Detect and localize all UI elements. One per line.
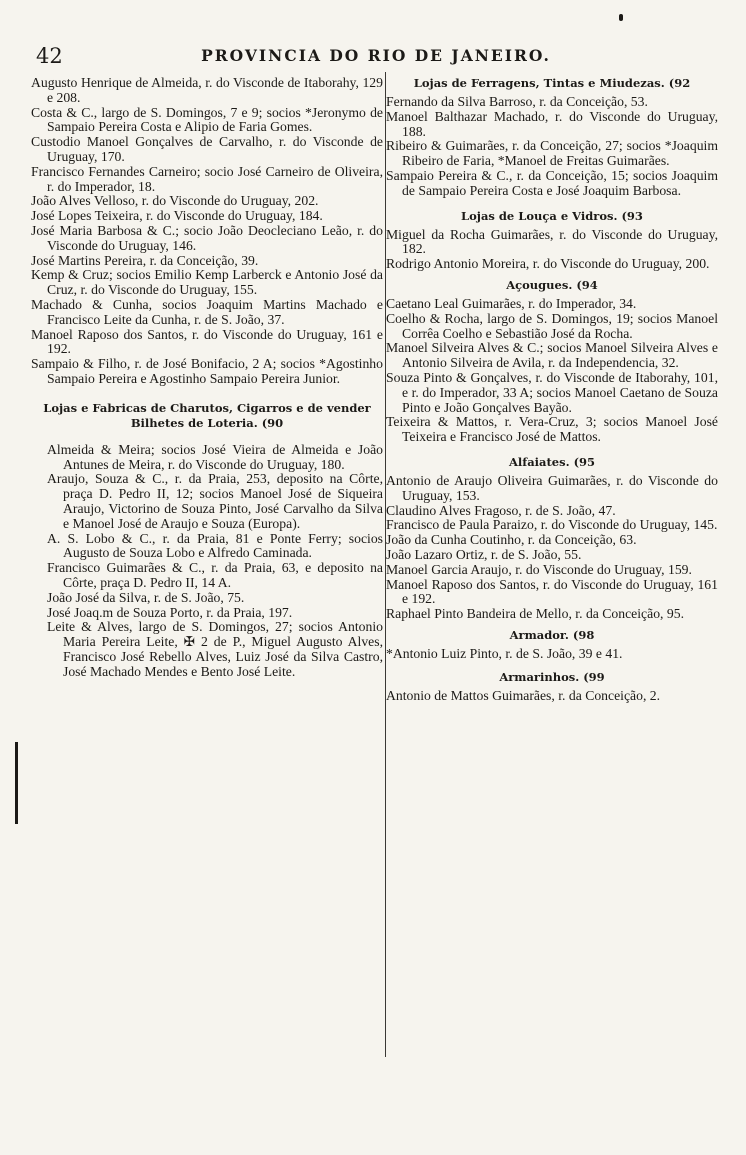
directory-entry: Caetano Leal Guimarães, r. do Imperador, 34. [386, 295, 637, 311]
directory-entry: Custodio Manoel Gonçalves de Carvalho, r. do Visconde de Uruguay, 170. [31, 134, 383, 164]
entry-list [31, 76, 383, 387]
directory-entry: Francisco Guimarães & C., r. da Praia, 63, e deposito na Côrte, praça D. Pedro II, 14 A. [47, 560, 383, 590]
section-heading: Armador. (98 [509, 627, 595, 642]
directory-entry: Antonio de Araujo Oliveira Guimarães, r. do Visconde do Uruguay, 153. [386, 472, 718, 503]
directory-entry: José Lopes Teixeira, r. do Visconde do Uruguay, 184. [31, 208, 323, 224]
directory-entry: Coelho & Rocha, largo de S. Domingos, 19; socios Manoel Corrêa Coelho e Sebastião José da Rocha. [386, 310, 718, 341]
section-heading: Lojas e Fabricas de Charutos, Cigarros e de vender Bilhetes de Loteria. (90 [43, 400, 371, 430]
directory-entry: Francisco de Paula Paraizo, r. do Visconde do Uruguay, 145. [386, 517, 718, 533]
section-heading: Armarinhos. (99 [499, 669, 605, 684]
directory-entry: Claudino Alves Fragoso, r. de S. João, 47. [386, 502, 616, 518]
entry-list [386, 95, 718, 199]
directory-entry: Augusto Henrique de Almeida, r. do Visconde de Itaborahy, 129 e 208. [31, 75, 383, 105]
section-heading: Açougues. (94 [506, 277, 598, 292]
entry-list [31, 443, 383, 680]
left-column [31, 76, 383, 679]
directory-entry: Miguel da Rocha Guimarães, r. do Visconde do Uruguay, 182. [386, 226, 718, 257]
directory-entry: *Antonio Luiz Pinto, r. de S. João, 39 e 41. [386, 645, 623, 661]
directory-entry: Sampaio & Filho, r. de José Bonifacio, 2 A; socios *Agostinho Sampaio Pereira e Agostinho Sampaio Pereira Junior. [31, 356, 383, 386]
page-title: PROVINCIA DO RIO DE JANEIRO. [201, 46, 551, 65]
running-header [36, 44, 716, 70]
directory-entry: João da Cunha Coutinho, r. da Conceição, 63. [386, 532, 637, 548]
section-heading: Alfaiates. (95 [508, 454, 596, 469]
page-number: 42 [36, 44, 63, 68]
directory-entry: José Joaq.m de Souza Porto, r. da Praia, 197. [47, 604, 293, 620]
directory-entry: Souza Pinto & Gonçalves, r. do Visconde de Itaborahy, 101, e r. do Imperador, 33 A; socios Manoel Caetano de Souza Pinto e João Gonçalves Bayão. [386, 369, 718, 415]
right-column [386, 76, 718, 704]
directory-entry: Raphael Pinto Bandeira de Mello, r. da Conceição, 95. [386, 606, 685, 622]
section-heading: Lojas de Louça e Vidros. (93 [461, 208, 643, 223]
directory-entry: José Maria Barbosa & C.; socio João Deocleciano Leão, r. do Visconde do Uruguay, 146. [31, 222, 383, 253]
directory-entry: Teixeira & Mattos, r. Vera-Cruz, 3; socios Manoel José Teixeira e Francisco José de Mattos. [386, 414, 718, 445]
directory-entry: Manoel Silveira Alves & C.; socios Manoel Silveira Alves e Antonio Silveira de Avila, r. da Independencia, 32. [386, 340, 718, 371]
directory-entry: Manoel Raposo dos Santos, r. do Visconde do Uruguay, 161 e 192. [31, 326, 383, 357]
directory-entry: João Alves Velloso, r. do Visconde do Uruguay, 202. [31, 193, 319, 209]
directory-entry: Francisco Fernandes Carneiro; socio José Carneiro de Oliveira, r. do Imperador, 18. [31, 163, 383, 194]
directory-entry: Leite & Alves, largo de S. Domingos, 27; socios Antonio Maria Pereira Leite, ✠ 2 de P., Miguel Augusto Alves, Francisco José Rebello Alves, Luiz José da Silva Castro, José Machado Mendes e Bento José Leite. [47, 619, 383, 679]
directory-entry: Sampaio Pereira & C., r. da Conceição, 15; socios Joaquim de Sampaio Pereira Costa e José Joaquim Barbosa. [386, 167, 718, 198]
directory-entry: Araujo, Souza & C., r. da Praia, 253, deposito na Côrte, praça D. Pedro II, 12; socios Manoel José de Siqueira Araujo, Victorino de Souza Pinto, José Carvalho da Silva e Manoel José de Araujo e Souza (Europa). [47, 471, 383, 531]
section-heading: Lojas de Ferragens, Tintas e Miudezas. (92 [413, 76, 691, 90]
directory-entry: Costa & C., largo de S. Domingos, 7 e 9; socios *Jeronymo de Sampaio Pereira Costa e Alipio de Faria Gomes. [31, 104, 383, 135]
entry-list [386, 689, 718, 704]
directory-entry: Manoel Raposo dos Santos, r. do Visconde do Uruguay, 161 e 192. [386, 576, 718, 607]
entry-list [386, 228, 718, 272]
directory-entry: Machado & Cunha, socios Joaquim Martins Machado e Francisco Leite da Cunha, r. de S. João, 37. [31, 296, 383, 327]
directory-entry: José Martins Pereira, r. da Conceição, 39. [31, 252, 259, 268]
directory-entry: Almeida & Meira; socios José Vieira de Almeida e João Antunes de Meira, r. do Visconde do Uruguay, 180. [47, 441, 383, 472]
ink-dot-mark [619, 14, 623, 21]
directory-entry: Antonio de Mattos Guimarães, r. da Conceição, 2. [386, 687, 661, 703]
directory-entry: João Lazaro Ortiz, r. de S. João, 55. [386, 546, 582, 562]
directory-entry: Manoel Balthazar Machado, r. do Visconde do Uruguay, 188. [386, 108, 718, 139]
directory-entry: Manoel Garcia Araujo, r. do Visconde do Uruguay, 159. [386, 561, 692, 577]
entry-list [386, 474, 718, 622]
directory-entry: Kemp & Cruz; socios Emilio Kemp Larberck e Antonio José da Cruz, r. do Visconde do Uruguay, 155. [31, 267, 383, 298]
directory-entry: Ribeiro & Guimarães, r. da Conceição, 27; socios *Joaquim Ribeiro de Faria, *Manoel de Freitas Guimarães. [386, 138, 718, 169]
directory-entry: Fernando da Silva Barroso, r. da Conceição, 53. [386, 94, 648, 109]
directory-entry: A. S. Lobo & C., r. da Praia, 81 e Ponte Ferry; socios Augusto de Souza Lobo e Alfredo Caminada. [47, 530, 383, 561]
directory-entry: Rodrigo Antonio Moreira, r. do Visconde do Uruguay, 200. [386, 256, 710, 272]
directory-entry: João José da Silva, r. de S. João, 75. [47, 589, 245, 605]
entry-list [386, 647, 718, 662]
margin-ink-mark [15, 742, 18, 824]
entry-list [386, 297, 718, 445]
